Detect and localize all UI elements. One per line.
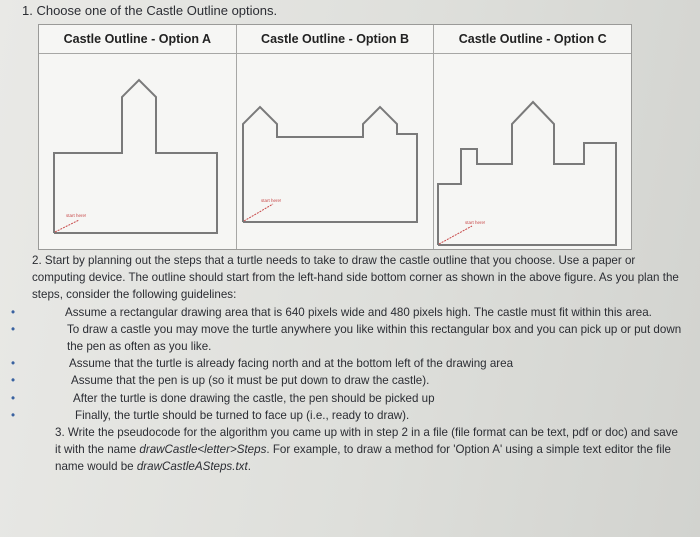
castle-a-outline	[39, 54, 228, 249]
start-label: start here!	[465, 220, 486, 225]
start-label: start here!	[66, 213, 87, 218]
guideline-item: • To draw a castle you may move the turtle anywhere you like within this rectangular box and you can pick up or put down the pen as often as you like.	[22, 321, 686, 355]
option-a-header: Castle Outline - Option A	[39, 25, 236, 54]
start-arrow	[439, 226, 472, 244]
castle-a-path	[54, 80, 217, 233]
question-1: 1. Choose one of the Castle Outline options.	[22, 3, 278, 18]
start-label: start here!	[260, 198, 281, 203]
option-b-header: Castle Outline - Option B	[237, 25, 434, 54]
example-filename: drawCastleASteps.txt	[136, 460, 248, 474]
step-3-text	[22, 424, 686, 476]
option-b-panel	[236, 25, 434, 249]
step-3-suffix: .	[247, 460, 251, 474]
guideline-item: • Assume that the turtle is already facing north and at the bottom left of the drawing area	[22, 355, 686, 372]
guideline-item: • Finally, the turtle should be turned to face up (i.e., ready to draw).	[22, 407, 686, 424]
start-arrow	[55, 220, 79, 232]
guideline-item: • Assume that the pen is up (so it must be put down to draw the castle).	[22, 372, 686, 389]
step-2-text: 2. Start by planning out the steps that a turtle needs to take to draw the castle outline that you choose. Use a paper or computing device. The outline should start from the left-hand side bottom corner as shown in the above figure. As you plan the steps, consider the following guidelines:	[32, 254, 679, 302]
option-c-header: Castle Outline - Option C	[434, 25, 631, 54]
filename-pattern: drawCastle<letter>Steps	[139, 443, 267, 457]
step-3-middle: . For example, to draw a method for 'Option A' using a simple text editor the file name would be	[55, 443, 671, 474]
option-c-panel	[433, 25, 631, 249]
instructions	[22, 252, 686, 476]
guidelines-list	[22, 304, 686, 424]
castle-options-table	[38, 24, 632, 250]
start-arrow	[244, 204, 273, 221]
step-3-prefix: 3. Write the pseudocode for the algorithm you came up with in step 2 in a file (file format can be text, pdf or doc) and save it with the name	[55, 426, 678, 457]
guideline-item: • Assume a rectangular drawing area that is 640 pixels wide and 480 pixels high. The castle must fit within this area.	[22, 304, 686, 321]
castle-b-outline	[237, 54, 433, 249]
castle-b-path	[243, 107, 417, 222]
option-a-panel	[39, 25, 236, 249]
guideline-item: • After the turtle is done drawing the castle, the pen should be picked up	[22, 390, 686, 407]
castle-c-outline	[434, 54, 639, 249]
